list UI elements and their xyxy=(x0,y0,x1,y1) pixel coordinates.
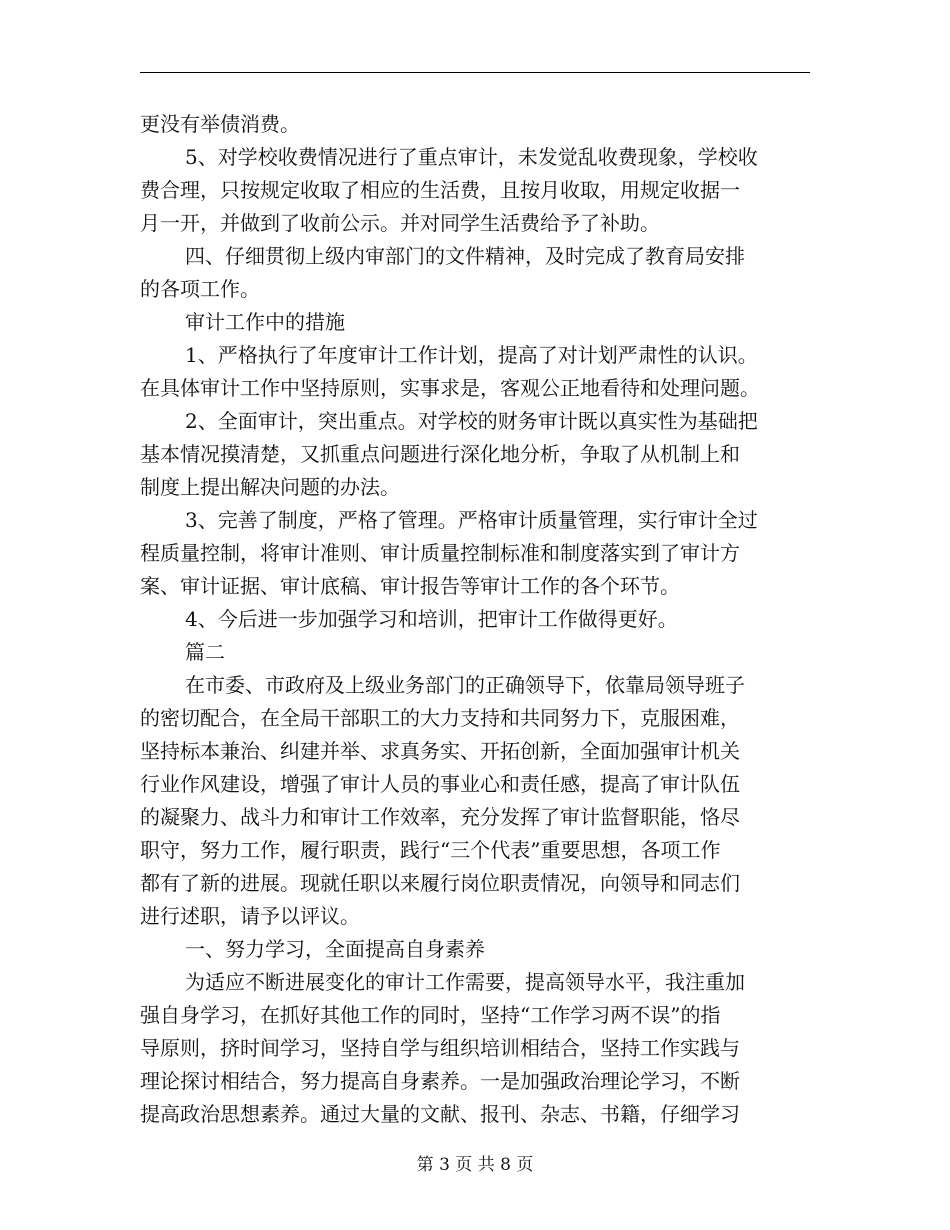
text-line: 制度上提出解决问题的办法。 xyxy=(140,475,400,499)
text-line: 4、今后进一步加强学习和培训，把审计工作做得更好。 xyxy=(185,607,678,631)
text-line: 理论探讨相结合，努力提高自身素养。一是加强政治理论学习，不断 xyxy=(140,1069,740,1093)
text-line: 月一开，并做到了收前公示。并对同学生活费给予了补助。 xyxy=(140,211,660,235)
text-line: 的各项工作。 xyxy=(140,277,260,301)
text-line: 一、努力学习，全面提高自身素养 xyxy=(185,937,485,961)
text-line: 在具体审计工作中坚持原则，实事求是，客观公正地看待和处理问题。 xyxy=(140,376,760,400)
text-line: 为适应不断进展变化的审计工作需要，提高领导水平，我注重加 xyxy=(185,970,745,994)
text-line: 导原则，挤时间学习，坚持自学与组织培训相结合，坚持工作实践与 xyxy=(140,1036,740,1060)
text-line: 在市委、市政府及上级业务部门的正确领导下，依靠局领导班子 xyxy=(185,673,745,697)
page-footer: 第 3 页 共 8 页 xyxy=(416,1155,534,1175)
text-line: 1、严格执行了年度审计工作计划，提高了对计划严肃性的认识。 xyxy=(185,343,758,367)
text-line: 四、仔细贯彻上级内审部门的文件精神，及时完成了教育局安排 xyxy=(185,244,745,268)
text-line: 职守，努力工作，履行职责，践行“三个代表”重要思想，各项工作 xyxy=(140,838,721,862)
text-line: 进行述职，请予以评议。 xyxy=(140,904,360,928)
text-line: 基本情况摸清楚，又抓重点问题进行深化地分析，争取了从机制上和 xyxy=(140,442,740,466)
text-line: 行业作风建设，增强了审计人员的事业心和责任感，提高了审计队伍 xyxy=(140,772,740,796)
text-line: 程质量控制，将审计准则、审计质量控制标准和制度落实到了审计方 xyxy=(140,541,740,565)
text-line: 更没有举债消费。 xyxy=(140,112,300,136)
text-line: 坚持标本兼治、纠建并举、求真务实、开拓创新，全面加强审计机关 xyxy=(140,739,740,763)
text-line: 费合理，只按规定收取了相应的生活费，且按月收取，用规定收据一 xyxy=(140,178,740,202)
text-line: 5、对学校收费情况进行了重点审计，未发觉乱收费现象，学校收 xyxy=(185,145,758,169)
text-line: 3、完善了制度，严格了管理。严格审计质量管理，实行审计全过 xyxy=(185,508,758,532)
text-line: 案、审计证据、审计底稿、审计报告等审计工作的各个环节。 xyxy=(140,574,680,598)
text-line: 提高政治思想素养。通过大量的文献、报刊、杂志、书籍，仔细学习 xyxy=(140,1102,740,1126)
text-line: 2、全面审计，突出重点。对学校的财务审计既以真实性为基础把 xyxy=(185,409,758,433)
header-rule xyxy=(140,72,810,73)
text-line: 审计工作中的措施 xyxy=(185,310,345,334)
text-line: 强自身学习，在抓好其他工作的同时，坚持“工作学习两不误”的指 xyxy=(140,1003,721,1027)
text-line: 篇二 xyxy=(185,640,225,664)
text-line: 都有了新的进展。现就任职以来履行岗位职责情况，向领导和同志们 xyxy=(140,871,740,895)
text-line: 的密切配合，在全局干部职工的大力支持和共同努力下，克服困难， xyxy=(140,706,740,730)
document-body xyxy=(140,108,810,1131)
text-line: 的凝聚力、战斗力和审计工作效率，充分发挥了审计监督职能，恪尽 xyxy=(140,805,740,829)
